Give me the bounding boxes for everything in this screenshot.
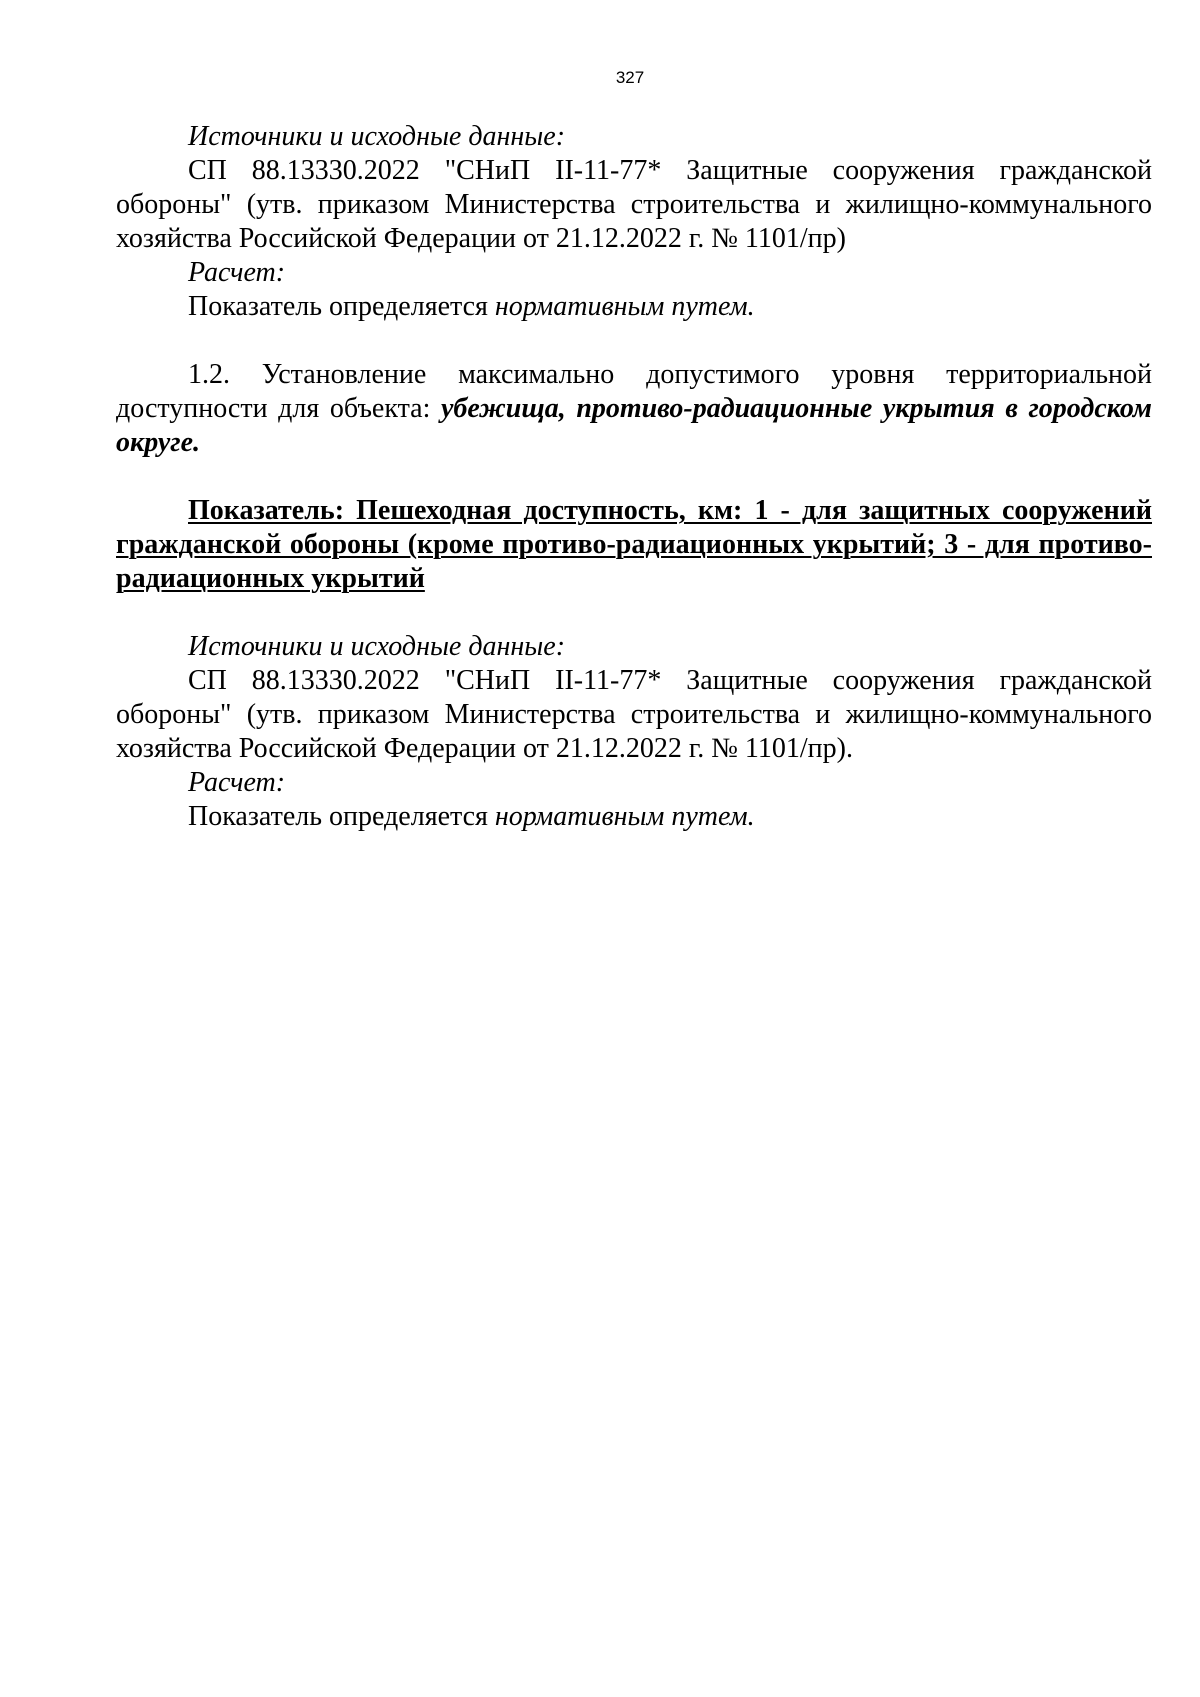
item-paragraph	[116, 358, 1152, 460]
document-body	[116, 120, 1152, 834]
calc-paragraph	[116, 290, 1152, 324]
calc-text: Показатель определяется	[188, 801, 495, 832]
calc-label: Расчет:	[188, 767, 286, 798]
page-number: 327	[615, 68, 645, 87]
item-text: 1.2. Установление максимально допустимого уровня территориальной доступности для объекта:	[116, 359, 1152, 424]
item-object: убежища, противо-радиационные укрытия в городском округе.	[116, 393, 1152, 458]
indicator-heading: Показатель: Пешеходная доступность, км: 1 - для защитных сооружений гражданской обороны (кроме противо-радиационных укрытий; 3 - для противо-радиационных укрытий	[116, 495, 1152, 594]
sources-label: Источники и исходные данные:	[188, 631, 566, 662]
calc-text: Показатель определяется	[188, 291, 495, 322]
sources-label: Источники и исходные данные:	[188, 121, 566, 152]
calc-method: нормативным путем.	[494, 291, 755, 322]
sources-text: СП 88.13330.2022 "СНиП II-11-77* Защитные сооружения гражданской обороны" (утв. приказом Министерства строительства и жилищно-коммунального хозяйства Российской Федерации от 21.12.2022 г. № 1101/пр)	[116, 155, 1152, 254]
calc-label: Расчет:	[188, 257, 286, 288]
sources-text: СП 88.13330.2022 "СНиП II-11-77* Защитные сооружения гражданской обороны" (утв. приказом Министерства строительства и жилищно-коммунального хозяйства Российской Федерации от 21.12.2022 г. № 1101/пр).	[116, 665, 1152, 764]
calc-method: нормативным путем.	[494, 801, 755, 832]
calc-paragraph	[116, 800, 1152, 834]
